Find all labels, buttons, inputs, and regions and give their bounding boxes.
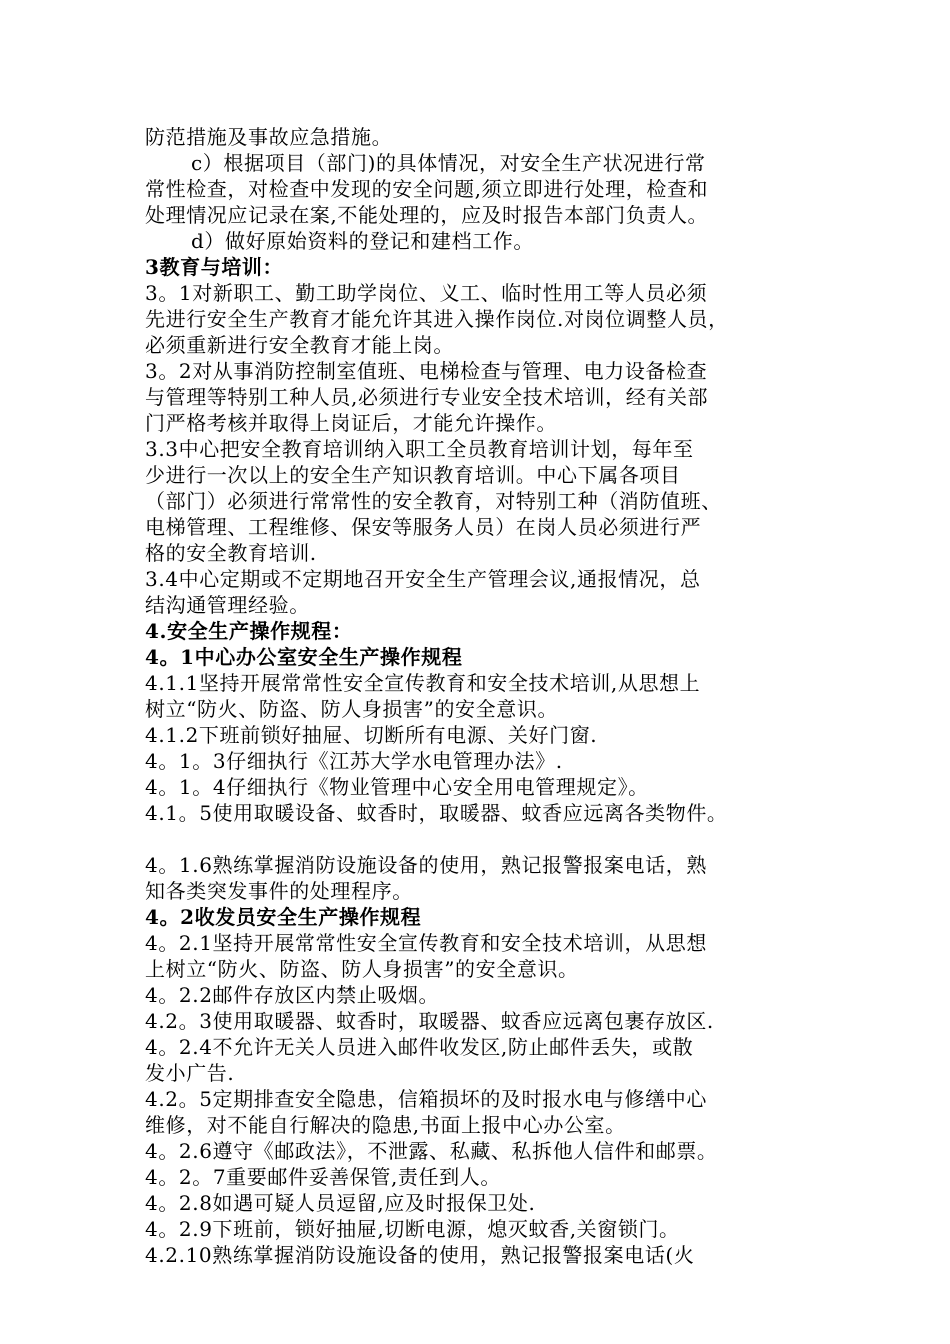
- section-heading: 4.安全生产操作规程：: [145, 619, 353, 643]
- paragraph-line: 3.4中心定期或不定期地召开安全生产管理会议,通报情况，总: [145, 567, 701, 591]
- paragraph-line: 知各类突发事件的处理程序。: [145, 879, 413, 903]
- paragraph-line: 必须重新进行安全教育才能上岗。: [145, 333, 454, 357]
- paragraph-line: 4.2.10熟练掌握消防设施设备的使用，熟记报警报案电话(火: [145, 1243, 695, 1267]
- paragraph-line: 上树立“防火、防盗、防人身损害”的安全意识。: [145, 957, 579, 981]
- paragraph-line: 4.1。5使用取暖设备、蚊香时，取暖器、蚊香应远离各类物件。: [145, 801, 728, 825]
- paragraph-line: 先进行安全生产教育才能允许其进入操作岗位.对岗位调整人员，: [145, 307, 729, 331]
- paragraph-line: 4.2。3使用取暖器、蚊香时，取暖器、蚊香应远离包裹存放区.: [145, 1009, 714, 1033]
- paragraph-line: 结沟通管理经验。: [145, 593, 310, 617]
- paragraph-line: 4。1.6熟练掌握消防设施设备的使用，熟记报警报案电话，熟: [145, 853, 707, 877]
- paragraph-line: 电梯管理、工程维修、保安等服务人员）在岗人员必须进行严: [145, 515, 702, 539]
- section-heading: 4。2收发员安全生产操作规程: [145, 905, 422, 929]
- paragraph-line: （部门）必须进行常常性的安全教育，对特别工种（消防值班、: [145, 489, 722, 513]
- paragraph-line: 4。1。3仔细执行《江苏大学水电管理办法》.: [145, 749, 563, 773]
- paragraph-line: 树立“防火、防盗、防人身损害”的安全意识。: [145, 697, 559, 721]
- paragraph-line: 发小广告.: [145, 1061, 235, 1085]
- paragraph-line: 4。2.8如遇可疑人员逗留,应及时报保卫处.: [145, 1191, 536, 1215]
- paragraph-line: c）根据项目（部门)的具体情况，对安全生产状况进行常: [191, 151, 706, 175]
- paragraph-line: 4。1。4仔细执行《物业管理中心安全用电管理规定》。: [145, 775, 649, 799]
- paragraph-line: 4。2.6遵守《邮政法》，不泄露、私藏、私拆他人信件和邮票。: [145, 1139, 718, 1163]
- paragraph-line: 4.2。5定期排查安全隐患，信箱损坏的及时报水电与修缮中心: [145, 1087, 707, 1111]
- paragraph-line: 防范措施及事故应急措施。: [145, 125, 393, 149]
- paragraph-line: 与管理等特别工种人员,必须进行专业安全技术培训，经有关部: [145, 385, 709, 409]
- paragraph-line: 少进行一次以上的安全生产知识教育培训。中心下属各项目: [145, 463, 681, 487]
- paragraph-line: 4.1.1坚持开展常常性安全宣传教育和安全技术培训,从思想上: [145, 671, 701, 695]
- paragraph-line: 3。2对从事消防控制室值班、电梯检查与管理、电力设备检查: [145, 359, 708, 383]
- document-body: [145, 124, 835, 1268]
- paragraph-line: 4。2.2邮件存放区内禁止吸烟。: [145, 983, 440, 1007]
- blank-line: [145, 826, 835, 852]
- paragraph-line: 格的安全教育培训.: [145, 541, 317, 565]
- paragraph-line: 4。2.4不允许无关人员进入邮件收发区,防止邮件丢失，或散: [145, 1035, 694, 1059]
- paragraph-line: 4。2.9下班前，锁好抽屉,切断电源，熄灭蚊香,关窗锁门。: [145, 1217, 680, 1241]
- paragraph-line: d）做好原始资料的登记和建档工作。: [191, 229, 535, 253]
- paragraph-line: 门严格考核并取得上岗证后，才能允许操作。: [145, 411, 557, 435]
- paragraph-line: 3.3中心把安全教育培训纳入职工全员教育培训计划，每年至: [145, 437, 694, 461]
- paragraph-line: 4.1.2下班前锁好抽屉、切断所有电源、关好门窗.: [145, 723, 598, 747]
- paragraph-line: 维修，对不能自行解决的隐患,书面上报中心办公室。: [145, 1113, 626, 1137]
- paragraph-line: 4。2.1坚持开展常常性安全宣传教育和安全技术培训，从思想: [145, 931, 707, 955]
- paragraph-line: 3。1对新职工、勤工助学岗位、义工、临时性用工等人员必须: [145, 281, 708, 305]
- section-heading: 4。1中心办公室安全生产操作规程: [145, 645, 463, 669]
- paragraph-line: 处理情况应记录在案,不能处理的，应及时报告本部门负责人。: [145, 203, 709, 227]
- paragraph-line: 常性检查，对检查中发现的安全问题,须立即进行处理，检查和: [145, 177, 709, 201]
- section-heading: 3教育与培训：: [145, 255, 284, 279]
- paragraph-line: 4。2。7重要邮件妥善保管,责任到人。: [145, 1165, 501, 1189]
